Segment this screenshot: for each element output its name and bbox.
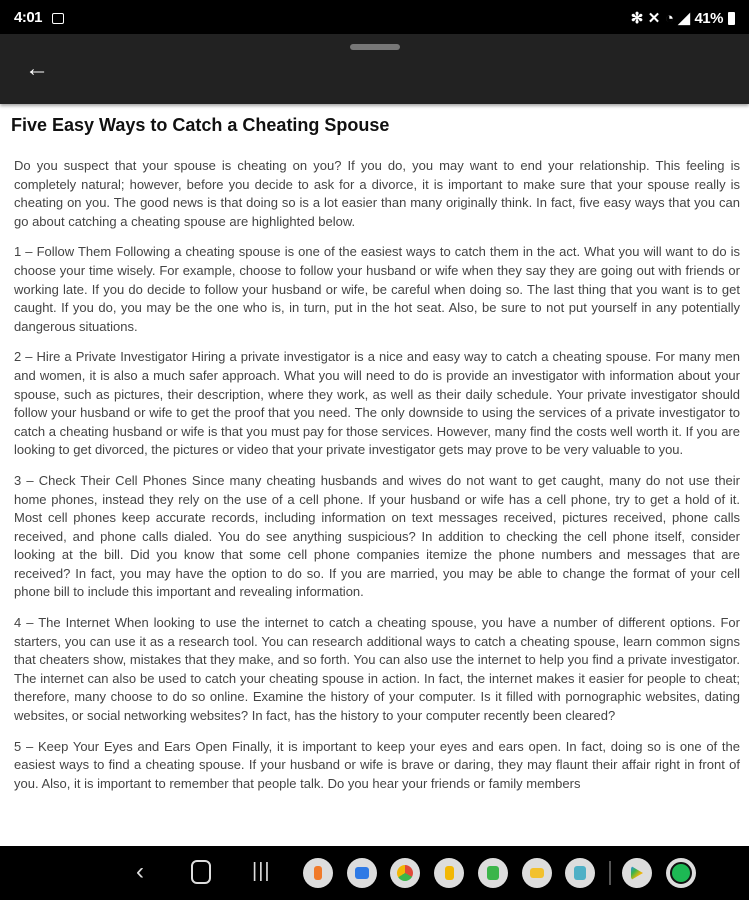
home-app-icon[interactable]	[565, 858, 595, 888]
battery-icon	[728, 12, 735, 25]
app-bar	[0, 34, 749, 104]
bluetooth-icon: ✻	[630, 10, 643, 27]
article-title: Five Easy Ways to Catch a Cheating Spouse	[11, 115, 390, 135]
phone-app-icon[interactable]	[303, 858, 333, 888]
spotify-app-icon[interactable]	[666, 858, 696, 888]
files-app-icon[interactable]	[434, 858, 464, 888]
article-content[interactable]	[0, 104, 749, 846]
gallery-notification-icon	[52, 13, 64, 24]
chrome-app-icon[interactable]	[390, 858, 420, 888]
article-paragraph: 4 – The Internet When looking to use the internet to catch a cheating spouse, you have a number of different options. For starters, you can use it as a research tool. You can research additional ways to catch a cheating spouse, learn common signs that cheaters show, mistakes that they make, and so forth. You can also use the internet to help you find a private investigator. The internet can also be used to catch your cheating spouse in action. In fact, the internet makes it easier for people to cheat; therefore, many choose to do so online. Examine the history of your computer. Is it filled with pornographic websites, dating websites, or social networking websites? In fact, has the history to your computer recently been cleared?	[14, 615, 740, 724]
nav-home-icon[interactable]	[191, 860, 211, 884]
nav-back-icon[interactable]: ‹	[136, 858, 144, 885]
messages-app-icon[interactable]	[347, 858, 377, 888]
article-paragraph: 2 – Hire a Private Investigator Hiring a private investigator is a nice and easy way to catch a cheating spouse. For many men and women, it is also a much safer approach. What you will need to do is provide an investigator with information about your spouse, such as pictures, their description, where they work, as well as their daily schedule. Your private investigator should follow your husband or wife to get the proof that you need. The only downside to using the services of a private investigator to catch a cheating husband or wife is that you must pay for those services. However, many find the costs well worth it. If you are looking to get divorced, the pictures or video that your private investigator gets may prove to be very valuable to you.	[14, 349, 740, 458]
play-store-icon[interactable]	[622, 858, 652, 888]
status-time: 4:01	[14, 9, 43, 26]
article-body	[14, 157, 740, 805]
wifi-icon: ◔	[664, 9, 674, 27]
drag-handle[interactable]	[350, 44, 400, 50]
nav-recents-icon[interactable]: |||	[252, 860, 271, 882]
status-icons	[631, 9, 735, 27]
dock-separator	[609, 861, 611, 885]
article-paragraph: 5 – Keep Your Eyes and Ears Open Finally, it is important to keep your eyes and ears open. In fact, doing so is one of the easiest ways to find a cheating spouse. If your husband or wife is brave or daring, they may flaunt their affair right in front of you. Also, it is important to remember that people talk. Do you hear your friends or family members	[14, 738, 740, 791]
mute-icon: ✕	[647, 10, 660, 27]
battery-percent: 41%	[694, 9, 723, 27]
article-paragraph: 3 – Check Their Cell Phones Since many cheating husbands and wives do not want to get caught, many do not use their home phones, instead they rely on the use of a cell phone. If your husband or wife has a cell phone, try to get a hold of it. Most cell phones keep accurate records, including information on text messages received, pictures received, phone calls received, and phone calls dialed. You do see anything suspicious? In addition to checking the cell phone itself, consider looking at the bill. Did you know that some cell phone companies itemize the phone numbers and messages that are received? In fact, you may have the option to do so. If you are married, you may be able to change the format of your cell phone bill to include this important and revealing information.	[14, 472, 740, 600]
article-paragraph: 1 – Follow Them Following a cheating spouse is one of the easiest ways to catch them in the act. What you will want to do is choose your time wisely. For example, choose to follow your husband or wife when they say they are going out with friends or working late. If you do decide to follow your husband or wife, be careful when doing so. The last thing that you want is to get caught. If you do, you may be the one who is, in turn, put in the hot seat. Also, be sure to not put yourself in any potentially dangerous situations.	[14, 244, 740, 334]
sheets-app-icon[interactable]	[478, 858, 508, 888]
back-arrow-icon[interactable]: ←	[25, 55, 49, 82]
navigation-bar	[0, 846, 749, 900]
email-app-icon[interactable]	[522, 858, 552, 888]
status-bar	[0, 0, 749, 34]
article-paragraph: Do you suspect that your spouse is cheating on you? If you do, you may want to end your relationship. This feeling is completely natural; however, before you decide to ask for a divorce, it is important to make sure that your spouse really is cheating on you. The good news is that doing so is a lot easier than many originally think. In fact, five easy ways that you can go about catching a cheating spouse are highlighted below.	[14, 158, 740, 229]
signal-icon: ◢	[678, 10, 690, 27]
